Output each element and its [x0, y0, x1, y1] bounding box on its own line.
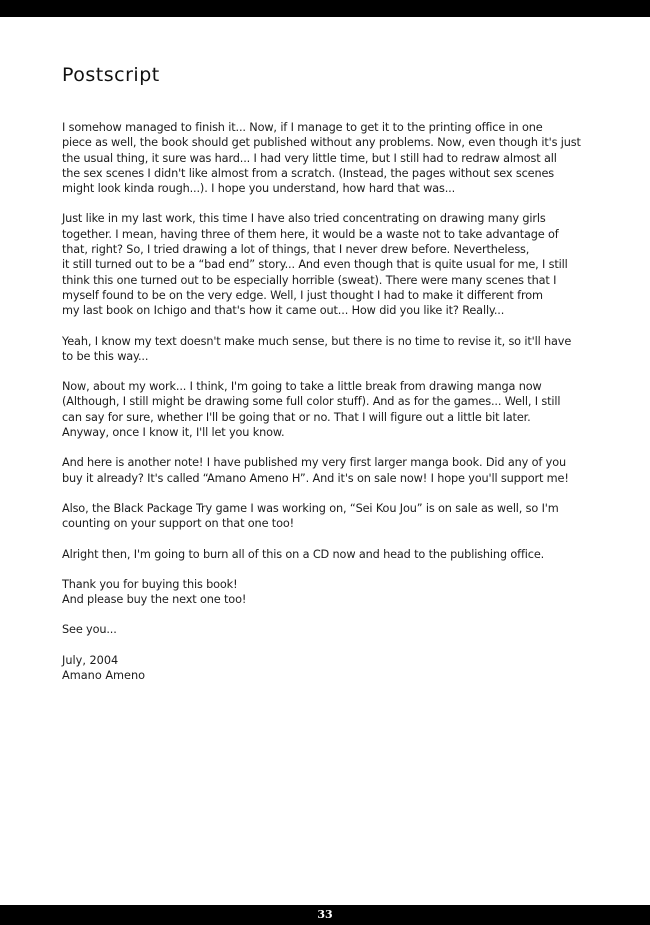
- paragraph-3: Yeah, I know my text doesn't make much sense, but there is no time to revise it, so it'll have to be this way...: [62, 334, 572, 363]
- paragraph-7: Alright then, I'm going to burn all of this on a CD now and head to the publishing office.: [62, 547, 545, 561]
- paragraph-5: And here is another note! I have published my very first larger manga book. Did any of you buy it already? It's called “Amano Ameno H”. And it's on sale now! I hope you'll support me!: [62, 456, 569, 485]
- paragraph-2: Just like in my last work, this time I have also tried concentrating on drawing many girls together. I mean, having three of them here, it would be a waste not to take advantage of that, right? So, I tried drawing a lot of things, that I never drew before. Nevertheless, it still turned out to be a “bad end” story... And even though that is quite usual for me, I still think this one turned out to be especially horrible (sweat). There were many scenes that I myself found to be on the very edge. Well, I just thought I had to make it different from my last book on Ichigo and that's how it came out... How did you like it? Really...: [62, 212, 568, 318]
- signature-block: [62, 653, 602, 684]
- postscript-page: [62, 64, 602, 683]
- paragraph-9: See you...: [62, 623, 117, 637]
- paragraph-8: Thank you for buying this book! And please buy the next one too!: [62, 577, 247, 607]
- paragraph-1: I somehow managed to finish it... Now, if I manage to get it to the printing office in one piece as well, the book should get published without any problems. Now, even though it's just the usual thing, it sure was hard... I had very little time, but I still had to redraw almost all the sex scenes I didn't like almost from a scratch. (Instead, the pages without sex scenes might look kinda rough...). I hope you understand, how hard that was...: [62, 121, 581, 196]
- page-title: Postscript: [62, 64, 160, 86]
- top-border: [0, 0, 650, 17]
- paragraph-6: Also, the Black Package Try game I was working on, “Sei Kou Jou” is on sale as well, so I'm counting on your support on that one too!: [62, 501, 559, 531]
- paragraph-4: Now, about my work... I think, I'm going to take a little break from drawing manga now (Although, I still might be drawing some full color stuff). And as for the games... Well, I still can say for sure, whether I'll be going that or no. That I will figure out a little bit later. Anyway, once I know it, I'll let you know.: [62, 380, 561, 440]
- signature-author: Amano Ameno: [62, 669, 146, 683]
- signature-date: July, 2004: [62, 653, 119, 667]
- page-number: 33: [317, 908, 333, 921]
